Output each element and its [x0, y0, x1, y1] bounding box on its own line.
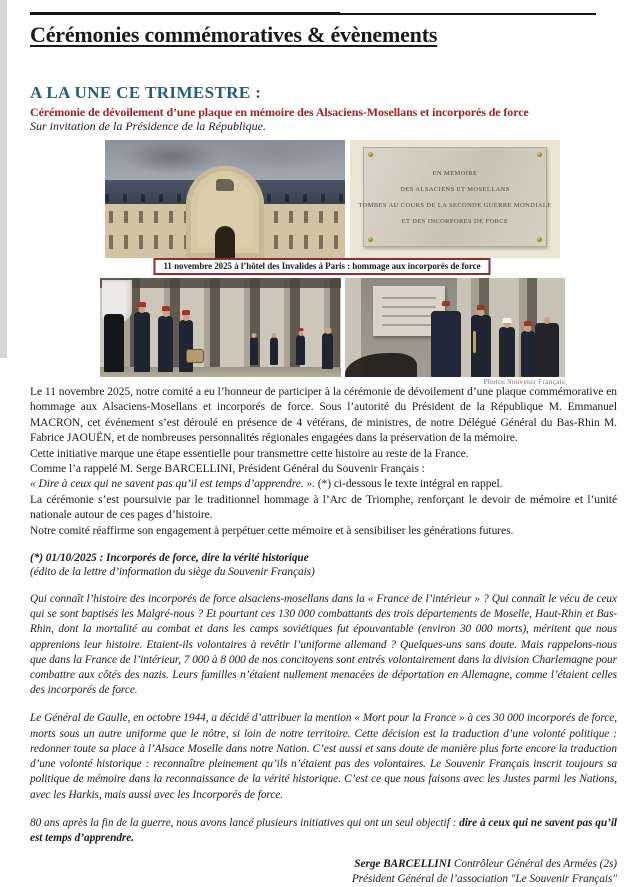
edito-conclusion-emphasis: dire à ceux qui ne savent pas qu’il est temps d’apprendre. [30, 816, 617, 844]
body-paragraph: Cette initiative marque une étape essentielle pour transmettre cette histoire au reste de la France. [30, 447, 469, 460]
photo-caption: 11 novembre 2025 à l’hôtel des Invalides à Paris : hommage aux incorporés de force [153, 258, 490, 275]
ceremonial-drum [186, 349, 204, 363]
soldier-figure [270, 337, 278, 365]
colonnade-ceiling [100, 278, 341, 288]
body-quote-line [30, 477, 617, 492]
body-paragraph: Comme l’a rappelé M. Serge BARCELLINI, Président Général du Souvenir Français : [30, 463, 425, 476]
plaque-text-line: DES ALSACIENS ET MOSELLANS [400, 185, 510, 193]
edito-paragraph [30, 816, 617, 846]
equestrian-relief [216, 179, 234, 191]
memorial-plaque [358, 147, 552, 247]
page-title: Cérémonies commémoratives & évènements [30, 22, 438, 47]
article-subheading: Cérémonie de dévoilement d’une plaque en mémoire des Alsaciens-Mosellans et incorporés de force [30, 105, 529, 119]
signature-title: Contrôleur Général des Armées (2s) [451, 858, 617, 871]
edito-title: (*) 01/10/2025 : Incorporés de force, dire la vérité historique [30, 552, 309, 565]
body-paragraph: Notre comité réaffirme son engagement à perpétuer cette mémoire et à sensibiliser les générations futures. [30, 524, 514, 537]
ceremony-plaque-photo [345, 278, 565, 377]
article-body [30, 385, 617, 887]
plaque-text-line: TOMBES AU COURS DE LA SECONDE GUERRE MONDIALE [358, 201, 552, 209]
garde-officer-figure [471, 315, 491, 377]
quote-text: « Dire à ceux qui ne savent pas qu’il est temps d’apprendre. ». [30, 478, 315, 491]
signature-line: Président Général de l’association "Le Souvenir Français" [351, 873, 617, 886]
page-edge-shadow [0, 0, 7, 358]
foreground-blur [345, 353, 417, 377]
memorial-plaque-photo [350, 140, 560, 258]
officer-back-figure [431, 311, 461, 377]
officer-figure [521, 331, 535, 377]
entrance-arch [215, 226, 235, 258]
ceremony-colonnade-photo [100, 278, 341, 377]
edito-conclusion-lead: 80 ans après la fin de la guerre, nous avons lancé plusieurs initiatives qui ont un seul objectif : [30, 816, 460, 829]
edito-paragraph: Qui connaît l’histoire des incorporés de force alsaciens-mosellans dans la « France de l’intérieur » ? Qui connaît le vécu de ceux qui se sont baptisés les Malgré-nous ? Et pourtant ces 130 000 combattants des trois départements de Moselle, Haut-Rhin et Bas-Rhin, dont la mortalité au combat et dans les camps soviétiques fut épouvantable (environ 30 000 morts), méritent que nous apprenions leur histoire. Etaient-ils volontaires à revêtir l’uniforme allemand ? Quelques-uns sans doute. Mais rappelons-nous que dans la France de l’intérieur, 7 000 à 8 000 de nos concitoyens sont entrés volontairement dans la division Charlemagne pour combattre aux côtés des nazis. Leurs familles n’étaient nullement menacées de déportation en Allemagne, comme l’étaient celles des incorporés de force. [30, 593, 617, 697]
photographer-figure [104, 314, 124, 372]
body-paragraph: La cérémonie s’est poursuivie par le traditionnel hommage à l’Arc de Triomphe, renforçant le devoir de mémoire et l’unité nationale autour de ces pages d’histoire. [30, 493, 617, 522]
invalides-pavilion [186, 166, 264, 258]
invitation-line: Sur invitation de la Présidence de la République. [30, 119, 266, 133]
plaque-text-line: EN MEMOIRE [432, 169, 478, 177]
photo-credit: Photos Souvenir Français [483, 377, 565, 386]
edito-source: (édito de la lettre d’information du siège du Souvenir Français) [30, 565, 315, 578]
top-rule [30, 13, 596, 15]
quote-suffix: (*) ci-dessous le texte intégral en rappel. [314, 478, 503, 491]
plaque-screw [368, 237, 373, 242]
body-paragraph: Le 11 novembre 2025, notre comité a eu l’honneur de participer à la cérémonie de dévoilement d’une plaque commémorative en hommage aux Alsaciens-Mosellans et incorporés de force. Sous l’autorité du Président de la République M. Emmanuel MACRON, cet événement s’est déroulé en présence de 4 vétérans, de ministres, de notre Délégué Général du Bas-Rhin M. Fabrice JAOUËN, et de nombreuses personnalités régionales engagées dans la préservation de la mémoire. [30, 386, 617, 445]
officer-figure [134, 312, 150, 372]
officer-figure [322, 333, 333, 369]
gold-braid [473, 331, 476, 353]
plaque-screw [537, 237, 542, 242]
plaque-screw [368, 152, 373, 157]
signature-line [30, 857, 617, 872]
signature-name: Serge BARCELLINI [354, 858, 452, 871]
edito-paragraph: Le Général de Gaulle, en octobre 1944, a décidé d’attribuer la mention « Mort pour la France » à ces 30 000 incorporés de force, morts sous un autre uniforme que le nôtre, si loin de notre territoire. Cette décision est la traduction d’une volonté politique : redonner toute sa place à l’Alsace Moselle dans notre Nation. C’est aussi et sans doute de manière plus forte encore la traduction d’une volonté historique : reconnaître pleinement qu’ils n’étaient pas des volontaires. Le Souvenir Français inscrit toujours sa politique de mémoire dans la reconnaissance de la vérité historique. C’est ce que nous faisons avec les Justes parmi les Nations, avec les Harkis, mais aussi avec les Incorporés de force. [30, 712, 617, 801]
navy-officer-figure [499, 327, 515, 377]
section-heading: A LA UNE CE TRIMESTRE : [30, 83, 262, 102]
president-figure [535, 323, 559, 377]
invalides-photo [105, 140, 345, 258]
officer-figure [179, 320, 193, 372]
plaque-text-line: ET DES INCORPORES DE FORCE [401, 217, 509, 225]
signature-block [30, 857, 617, 887]
soldier-figure [296, 335, 305, 365]
soldier-figure [250, 337, 258, 365]
officer-figure [158, 316, 173, 372]
plaque-screw [537, 152, 542, 157]
